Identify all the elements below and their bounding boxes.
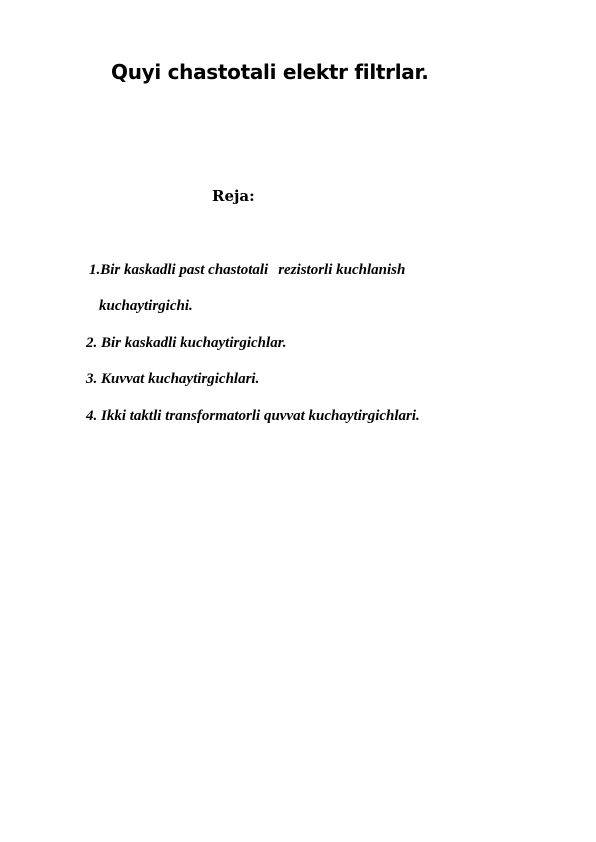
plan-item-1-continuation: kuchaytirgichi. — [99, 298, 193, 314]
plan-item-1-part-b: rezistorli kuchlanish — [278, 262, 406, 278]
plan-item-2: 2. Bir kaskadli kuchaytirgichlar. — [86, 335, 287, 351]
plan-heading: Reja: — [212, 187, 255, 205]
document-title: Quyi chastotali elektr filtrlar. — [111, 60, 429, 84]
plan-item-4: 4. Ikki taktli transformatorli quvvat kuchaytirgichlari. — [86, 408, 420, 424]
plan-item-1 — [89, 262, 405, 279]
plan-item-1-part-a: 1.Bir kaskadli past chastotali — [89, 262, 269, 278]
plan-item-3: 3. Kuvvat kuchaytirgichlari. — [86, 371, 260, 387]
